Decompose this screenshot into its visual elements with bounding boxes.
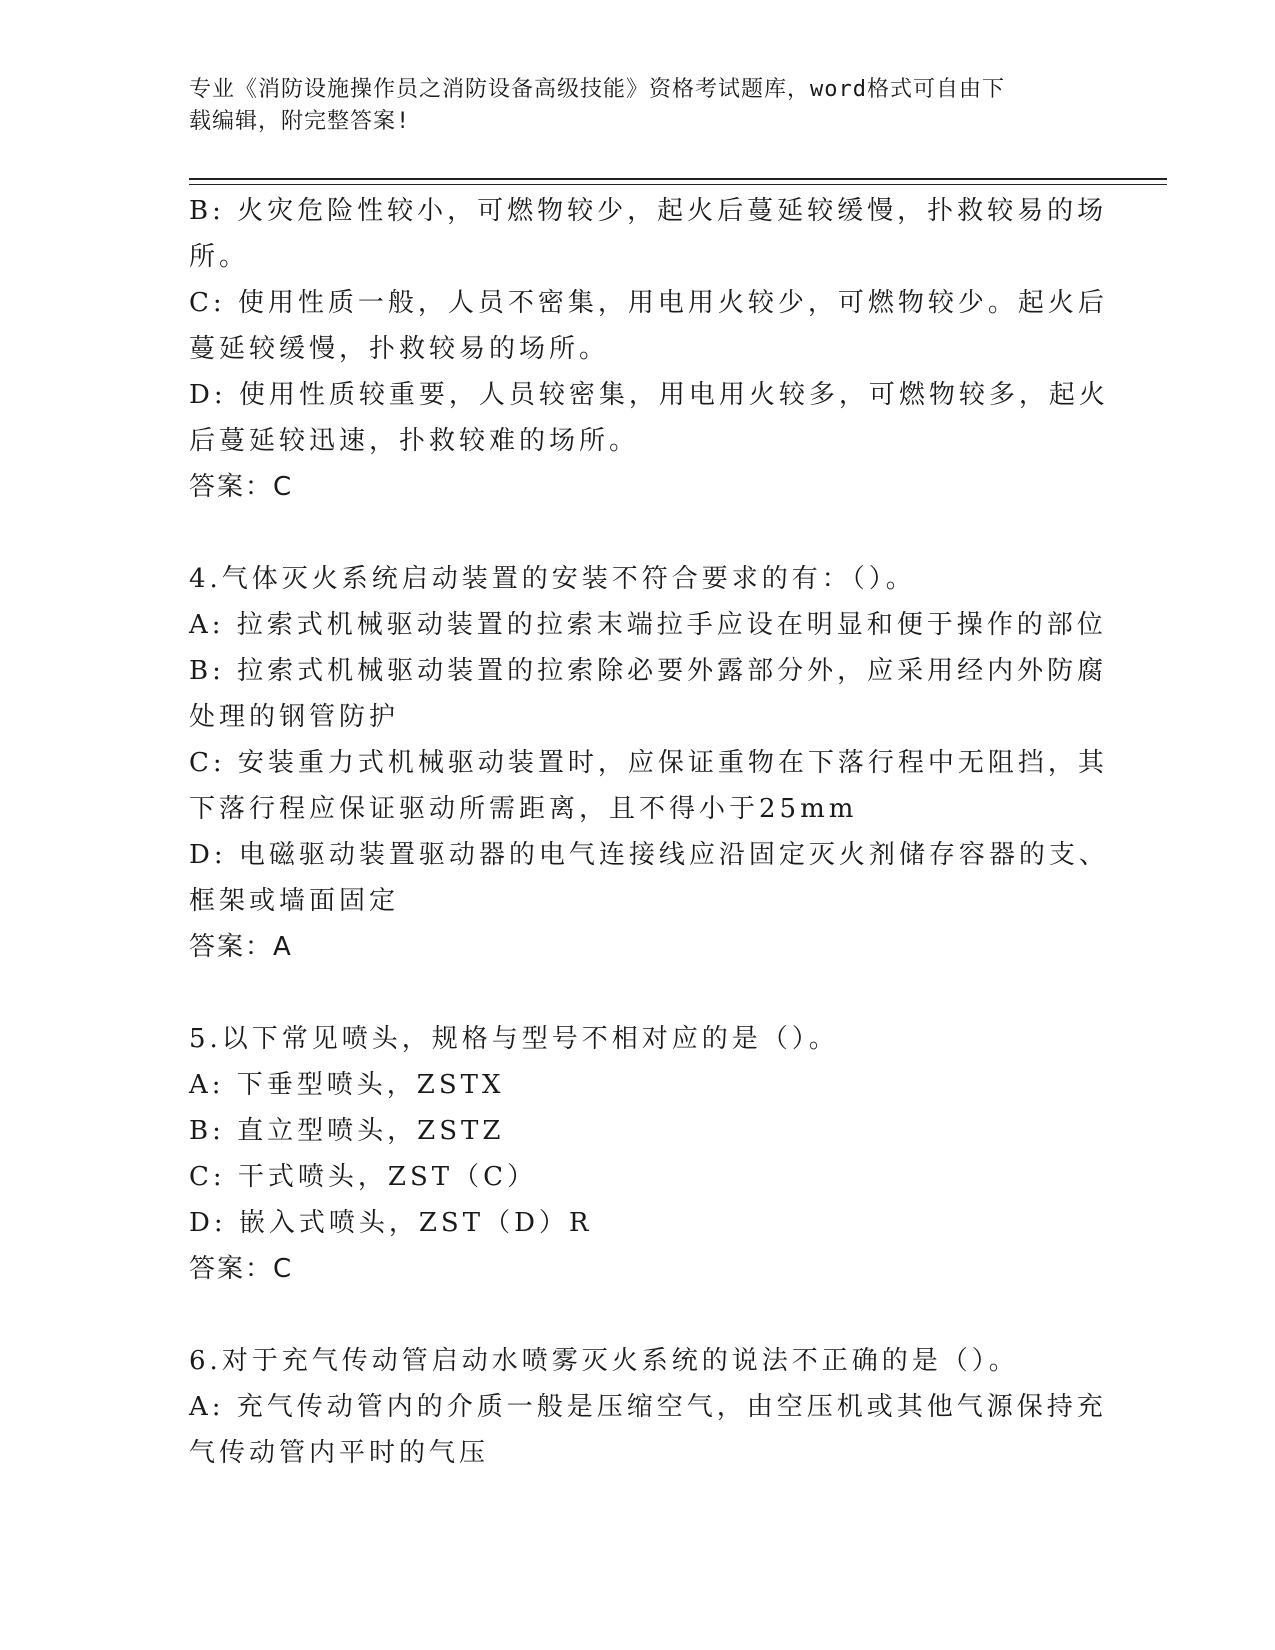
header-line-1: 专业《消防设施操作员之消防设备高级技能》资格考试题库，word格式可自由下	[189, 77, 1005, 102]
header-divider-thick	[189, 178, 1167, 180]
spacer	[189, 510, 1089, 556]
question-6	[189, 1338, 1107, 1476]
header-divider-thin	[189, 184, 1167, 185]
option-b: B: 火灾危险性较小，可燃物较少，起火后蔓延较缓慢，扑救较易的场	[189, 196, 1108, 226]
option-b-cont: 所。	[189, 242, 250, 272]
answer: 答案：C	[189, 472, 294, 502]
answer: 答案：C	[189, 1254, 294, 1284]
option-a: A: 下垂型喷头，ZSTX	[189, 1070, 505, 1100]
option-d: D: 嵌入式喷头，ZST（D）R	[189, 1208, 593, 1238]
option-d: D: 电磁驱动装置驱动器的电气连接线应沿固定灭火剂储存容器的支、	[189, 840, 1109, 870]
option-a-cont: 气传动管内平时的气压	[189, 1438, 490, 1468]
option-c: C: 使用性质一般，人员不密集，用电用火较少，可燃物较少。起火后	[189, 288, 1108, 318]
option-b: B: 直立型喷头，ZSTZ	[189, 1116, 505, 1146]
question-3-tail	[189, 188, 1109, 510]
answer: 答案：A	[189, 932, 293, 962]
option-c: C: 安装重力式机械驱动装置时，应保证重物在下落行程中无阻挡，其	[189, 748, 1108, 778]
option-a: A: 拉索式机械驱动装置的拉索末端拉手应设在明显和便于操作的部位	[189, 610, 1107, 640]
question-4	[189, 556, 1109, 970]
question-5	[189, 1016, 1089, 1292]
spacer	[189, 970, 1089, 1016]
option-a: A: 充气传动管内的介质一般是压缩空气，由空压机或其他气源保持充	[189, 1392, 1107, 1422]
spacer	[189, 1292, 1089, 1338]
option-c-cont: 下落行程应保证驱动所需距离，且不得小于25mm	[189, 794, 858, 824]
option-c: C: 干式喷头，ZST（C）	[189, 1162, 538, 1192]
header-line-2: 载编辑，附完整答案!	[189, 109, 411, 134]
option-d-cont: 框架或墙面固定	[189, 886, 400, 916]
option-d-cont: 后蔓延较迅速，扑救较难的场所。	[189, 426, 640, 456]
question-stem: 5.以下常见喷头，规格与型号不相对应的是（）。	[189, 1024, 839, 1054]
option-d: D: 使用性质较重要，人员较密集，用电用火较多，可燃物较多，起火	[189, 380, 1109, 410]
option-c-cont: 蔓延较缓慢，扑救较易的场所。	[189, 334, 610, 364]
option-b: B: 拉索式机械驱动装置的拉索除必要外露部分外，应采用经内外防腐	[189, 656, 1108, 686]
question-list	[189, 188, 1109, 1476]
question-stem: 6.对于充气传动管启动水喷雾灭火系统的说法不正确的是（）。	[189, 1346, 1019, 1376]
document-header	[189, 74, 1089, 138]
question-stem: 4.气体灭火系统启动装置的安装不符合要求的有：（）。	[189, 564, 916, 594]
option-b-cont: 处理的钢管防护	[189, 702, 400, 732]
